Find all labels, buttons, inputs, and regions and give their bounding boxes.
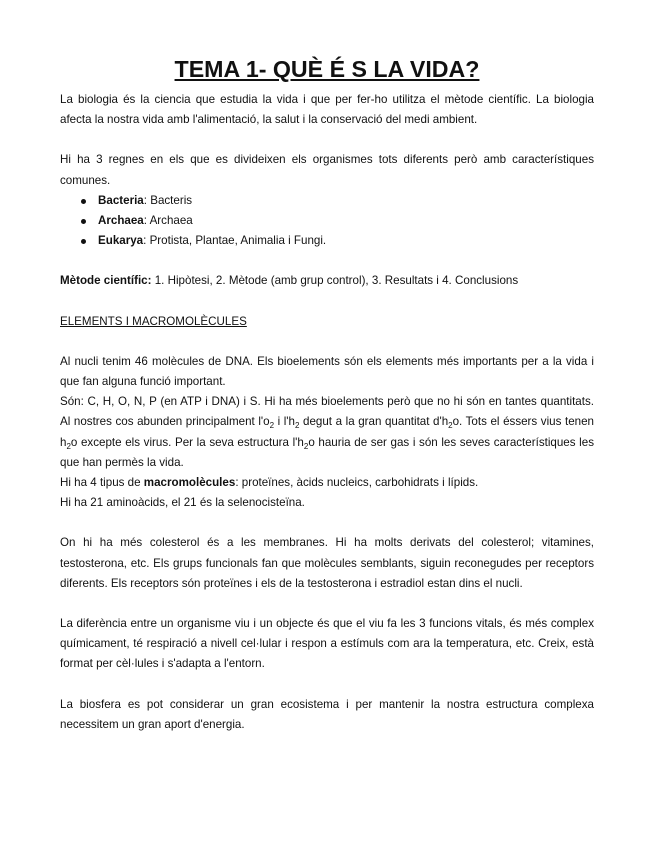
document-title: TEMA 1- QUÈ É S LA VIDA? — [174, 56, 480, 82]
text-run: o. Tots el éssers vius tenen h — [60, 415, 594, 449]
diferencia-paragraph: La diferència entre un organisme viu i un objecte és que el viu fa les 3 funcions vitals, és més complex químicament, té respiració a nivell cel·lular i respon a estímuls com ara la temperatura, etc. Creix, està format per cèl·lules i s'adapta a l'entorn. — [60, 617, 594, 671]
text-run: o excepte els virus. Per la seva estructura l'h — [70, 435, 304, 449]
text-run: : proteïnes, àcids nucleics, carbohidrats i lípids. — [235, 476, 479, 490]
regne-name: Archaea — [98, 214, 144, 228]
regne-desc: : Bacteris — [143, 193, 193, 207]
elements-line-4: Hi ha 21 aminoàcids, el 21 és la selenocisteïna. — [60, 496, 305, 510]
document-page — [60, 56, 594, 735]
subscript: 2 — [269, 421, 275, 431]
metode-paragraph — [60, 271, 594, 291]
list-item-bacteria — [60, 191, 594, 211]
text-run: degut a la gran quantitat d'h — [299, 415, 449, 429]
elements-line-3 — [60, 473, 594, 493]
text-run: Són: C, H, O, N, P (en ATP i DNA) i S. Hi ha més bioelements però que no hi són en tantes quantitats. Al nostres cos abunden principalment l'o — [60, 395, 594, 429]
list-item-archaea — [60, 211, 594, 231]
colesterol-paragraph: On hi ha més colesterol és a les membranes. Hi ha molts derivats del colesterol; vitamines, testosterona, etc. Els grups funcionals fan que molècules semblants, siguin reconegudes per receptors diferents. Els receptors són proteïnes i els de la testosterona i estradiol estan dins el nucli. — [60, 536, 594, 590]
subscript: 2 — [294, 421, 300, 431]
regne-name: Eukarya — [98, 234, 144, 248]
section-heading-text: ELEMENTS I MACROMOLÈCULES — [60, 314, 247, 328]
subscript: 2 — [66, 441, 71, 451]
section-heading — [60, 312, 594, 332]
list-item-eukarya — [60, 231, 594, 251]
regne-desc: : Protista, Plantae, Animalia i Fungi. — [143, 234, 327, 248]
regnes-intro-paragraph: Hi ha 3 regnes en els que es divideixen els organismes tots diferents però amb característiques comunes. — [60, 153, 594, 187]
subscript: 2 — [448, 421, 453, 431]
intro-paragraph: La biologia és la ciencia que estudia la vida i que per fer-ho utilitza el mètode científic. La biologia afecta la nostra vida amb l'alimentació, la salut i la conservació del medi ambient. — [60, 93, 594, 127]
subscript: 2 — [303, 441, 309, 451]
elements-line-2 — [60, 392, 594, 473]
text-run: Hi ha 4 tipus de — [60, 476, 144, 490]
biosfera-paragraph: La biosfera es pot considerar un gran ecosistema i per mantenir la nostra estructura complexa necessitem un gran aport d'energia. — [60, 697, 594, 731]
metode-label: Mètode científic: — [60, 274, 152, 288]
macromolecules-bold: macromolècules — [143, 476, 236, 490]
regne-desc: : Archaea — [143, 214, 193, 228]
regne-name: Bacteria — [98, 193, 144, 207]
regnes-list — [60, 191, 594, 252]
text-run: i l'h — [274, 415, 295, 429]
elements-line-1: Al nucli tenim 46 molècules de DNA. Els bioelements són els elements més importants per a la vida i que fan alguna funció important. — [60, 354, 594, 389]
metode-text: 1. Hipòtesi, 2. Mètode (amb grup control), 3. Resultats i 4. Conclusions — [151, 274, 519, 288]
text-run: o hauria de ser gas i són les seves característiques les que han permès la vida. — [60, 435, 594, 469]
